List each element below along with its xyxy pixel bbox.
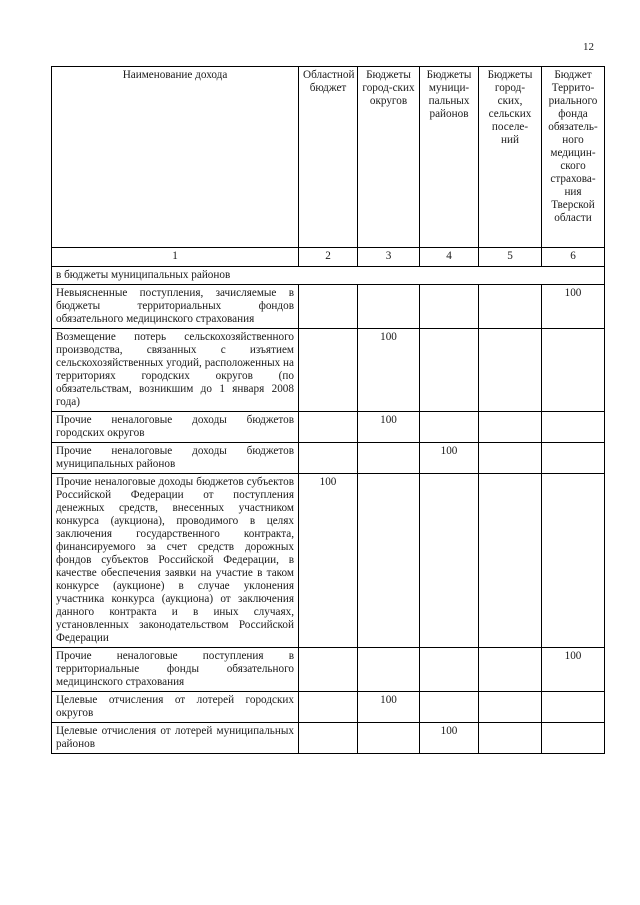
percent-cell: 100 [358,329,420,412]
income-name-cell: Прочие неналоговые доходы бюджетов муниципальных районов [52,443,299,474]
table-row [52,443,605,474]
percent-cell [542,443,605,474]
percent-cell [358,443,420,474]
column-number: 3 [358,248,420,267]
page-number: 12 [583,41,594,53]
percent-cell: 100 [542,285,605,329]
table-row [52,285,605,329]
income-name-cell: Прочие неналоговые поступления в территориальные фонды обязательного медицинского страхования [52,648,299,692]
percent-cell [299,443,358,474]
percent-cell: 100 [358,692,420,723]
percent-cell [299,285,358,329]
table-body [52,285,605,754]
percent-cell: 100 [542,648,605,692]
percent-cell [358,474,420,648]
header-municipal-districts: Бюджеты муници-пальных районов [420,67,479,248]
table-row [52,692,605,723]
percent-cell [420,648,479,692]
percent-cell [479,474,542,648]
percent-cell [542,723,605,754]
continuation-text: в бюджеты муниципальных районов [52,267,605,285]
percent-cell [358,723,420,754]
income-name-cell: Невыясненные поступления, зачисляемые в бюджеты территориальных фондов обязательного медицинского страхования [52,285,299,329]
table-row [52,474,605,648]
income-name-cell: Прочие неналоговые доходы бюджетов городских округов [52,412,299,443]
percent-cell [299,723,358,754]
percent-cell [479,285,542,329]
column-number: 4 [420,248,479,267]
income-name-cell: Целевые отчисления от лотерей муниципальных районов [52,723,299,754]
percent-cell [479,443,542,474]
percent-cell [299,692,358,723]
percent-cell [420,412,479,443]
percent-cell [420,329,479,412]
percent-cell [299,412,358,443]
table-row [52,648,605,692]
percent-cell: 100 [358,412,420,443]
percent-cell [479,412,542,443]
percent-cell [299,648,358,692]
income-name-cell: Прочие неналоговые доходы бюджетов субъектов Российской Федерации от поступления денежных средств, внесенных участником конкурса (аукциона), проводимого в целях заключения государственного контракта, финансируемого за счет средств дорожных фондов субъектов Российской Федерации, в качестве обеспечения заявки на участие в таком конкурсе (аукционе) в случае уклонения участника конкурса (аукциона) от заключения данного контракта и в иных случаях, установленных законодательством Российской Федерации [52,474,299,648]
table-row [52,329,605,412]
column-number: 5 [479,248,542,267]
header-income-name: Наименование дохода [52,67,299,248]
column-number-row [52,248,605,267]
income-distribution-table [51,66,605,754]
header-settlements: Бюджеты город-ских, сельских поселе-ний [479,67,542,248]
header-regional-budget: Областной бюджет [299,67,358,248]
percent-cell [358,285,420,329]
percent-cell [299,329,358,412]
percent-cell [420,474,479,648]
percent-cell [420,692,479,723]
percent-cell [479,648,542,692]
percent-cell [542,474,605,648]
percent-cell: 100 [299,474,358,648]
percent-cell [542,692,605,723]
continuation-row [52,267,605,285]
percent-cell: 100 [420,723,479,754]
header-city-districts: Бюджеты город-ских округов [358,67,420,248]
column-number: 6 [542,248,605,267]
header-territorial-fund: Бюджет Террито-риального фонда обязатель-ного медицин-ского страхова-ния Тверской области [542,67,605,248]
table-header-row [52,67,605,248]
percent-cell [479,692,542,723]
percent-cell [420,285,479,329]
percent-cell [358,648,420,692]
column-number: 1 [52,248,299,267]
percent-cell [542,329,605,412]
income-name-cell: Целевые отчисления от лотерей городских округов [52,692,299,723]
percent-cell [542,412,605,443]
percent-cell: 100 [420,443,479,474]
percent-cell [479,723,542,754]
income-name-cell: Возмещение потерь сельскохозяйственного производства, связанных с изъятием сельскохозяйственных угодий, расположенных на территориях городских округов (по обязательствам, возникшим до 1 января 2008 года) [52,329,299,412]
percent-cell [479,329,542,412]
column-number: 2 [299,248,358,267]
table-row [52,412,605,443]
table-row [52,723,605,754]
